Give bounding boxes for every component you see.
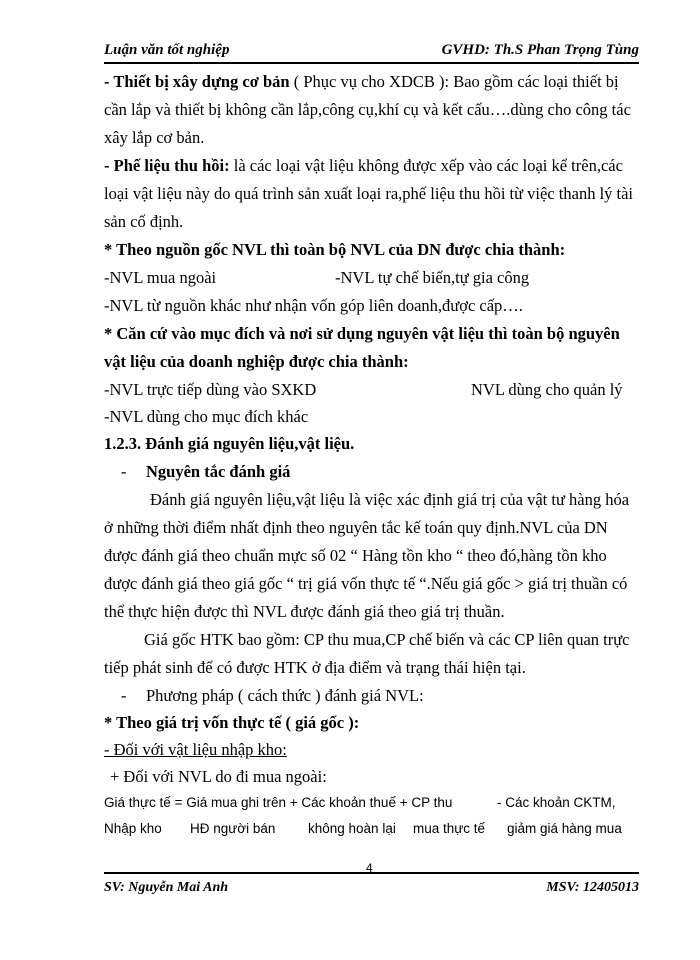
text-span: là các loại vật liệu không được xếp vào các loại kể trên,các — [229, 156, 623, 175]
formula-line: - Các khoản CKTM, — [497, 795, 616, 810]
heading-line: * Căn cứ vào mục đích và nơi sử dụng nguyên vật liệu thì toàn bộ nguyên — [104, 324, 620, 343]
formula-label: không hoàn lại — [308, 821, 396, 836]
list-item: -NVL từ nguồn khác như nhận vốn góp liên doanh,được cấp…. — [104, 296, 523, 315]
section-heading: 1.2.3. Đánh giá nguyên liệu,vật liệu. — [104, 434, 355, 453]
text-span: ( Phục vụ cho XDCB ): Bao gồm các loại thiết bị — [289, 72, 619, 91]
bullet-heading: Phương pháp ( cách thức ) đánh giá NVL: — [146, 686, 424, 705]
formula-label: mua thực tế — [413, 821, 486, 836]
formula-label: Nhập kho — [104, 821, 162, 836]
list-item: -NVL tự chế biến,tự gia công — [335, 268, 530, 287]
bullet-heading: Nguyên tắc đánh giá — [146, 462, 291, 481]
paragraph-line: được đánh giá theo giá gốc “ trị giá vốn thực tế “.Nếu giá gốc > giá trị thuần có — [104, 574, 628, 593]
list-item: -NVL mua ngoài — [104, 268, 217, 287]
heading-line: * Theo giá trị vốn thực tế ( giá gốc ): — [104, 713, 360, 732]
paragraph-line: loại vật liệu này do quá trình sản xuất loại ra,phế liệu thu hồi từ việc thanh lý tài — [104, 184, 634, 203]
bullet-dash: - — [121, 462, 127, 481]
paragraph-line — [104, 156, 623, 176]
list-item: + Đối với NVL do đi mua ngoài: — [110, 767, 327, 786]
bullet-dash: - — [121, 686, 127, 705]
underlined-subheading: - Đối với vật liệu nhập kho: — [104, 740, 287, 759]
term-bold: - Thiết bị xây dựng cơ bản — [104, 72, 290, 91]
header-title: Luận văn tốt nghiệp — [104, 42, 230, 58]
paragraph-line: tiếp phát sinh để có được HTK ở địa điểm và trạng thái hiện tại. — [104, 658, 526, 677]
footer-student: SV: Nguyễn Mai Anh — [104, 880, 229, 895]
formula-label: HĐ người bán — [190, 821, 276, 836]
footer-student-id: MSV: 12405013 — [546, 880, 639, 895]
paragraph-line: ở những thời điểm nhất định theo nguyên tắc kế toán quy định.NVL của DN — [104, 518, 608, 537]
list-item: -NVL trực tiếp dùng vào SXKD — [104, 380, 317, 399]
term-bold: - Phế liệu thu hồi: — [104, 156, 230, 175]
paragraph-line: Giá gốc HTK bao gồm: CP thu mua,CP chế biến và các CP liên quan trực — [144, 630, 630, 649]
header-advisor: GVHD: Th.S Phan Trọng Tùng — [441, 42, 639, 58]
heading-line: * Theo nguồn gốc NVL thì toàn bộ NVL của DN được chia thành: — [104, 240, 566, 259]
paragraph-line: cần lắp và thiết bị không cần lắp,công cụ,khí cụ và kết cấu….dùng cho công tác — [104, 100, 631, 119]
formula-label: giảm giá hàng mua — [507, 821, 622, 836]
page-footer — [104, 872, 639, 895]
list-item: NVL dùng cho quản lý — [471, 380, 623, 399]
paragraph-line: được đánh giá theo chuẩn mực số 02 “ Hàng tồn kho “ theo đó,hàng tồn kho — [104, 546, 607, 565]
paragraph-line: xây lắp cơ bản. — [104, 128, 205, 147]
page-number: 4 — [366, 861, 373, 875]
paragraph-line: Đánh giá nguyên liệu,vật liệu là việc xác định giá trị của vật tư hàng hóa — [150, 490, 630, 509]
paragraph-line: thể thực hiện được thì NVL được đánh giá theo giá trị thuần. — [104, 602, 505, 621]
paragraph-line — [104, 72, 619, 92]
page-header — [104, 40, 639, 64]
formula-line: Giá thực tế = Giá mua ghi trên + Các khoản thuế + CP thu — [104, 795, 453, 810]
heading-line: vật liệu của doanh nghiệp được chia thành: — [104, 352, 409, 371]
list-item: -NVL dùng cho mục đích khác — [104, 407, 309, 426]
paragraph-line: sản cố định. — [104, 212, 184, 231]
